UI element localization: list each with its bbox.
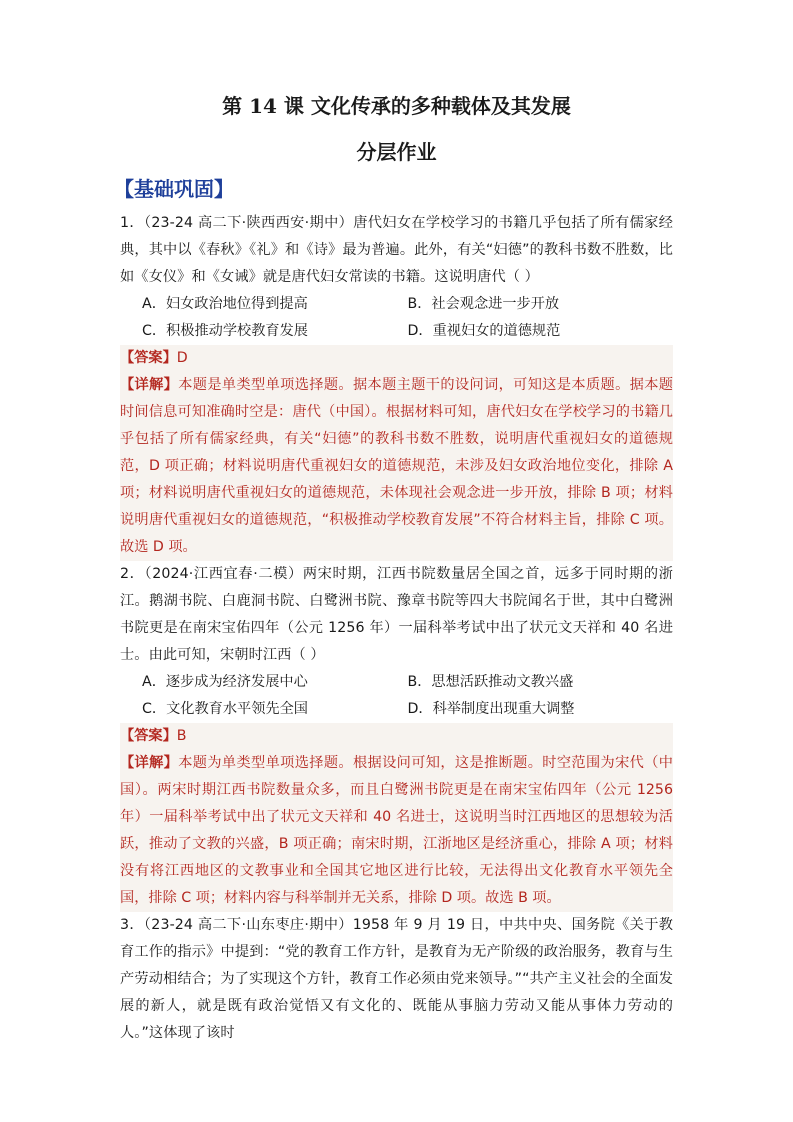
- page-subtitle: 分层作业: [356, 140, 437, 164]
- answer-value: B: [176, 728, 187, 744]
- answer-tag: 【答案】: [120, 350, 177, 366]
- question-2-stem: [120, 561, 673, 669]
- question-1-stem: [120, 210, 673, 291]
- detail-tag: 【详解】: [120, 755, 179, 771]
- question-1-option-b: B．社会观念进一步开放: [407, 296, 560, 312]
- question-1-number: 1．: [120, 215, 144, 231]
- question-1-answer: [120, 345, 673, 372]
- question-3: [120, 912, 673, 1047]
- detail-text: 本题是单类型单项选择题。据本题主题干的设问词，可知这是本质题。据本题时间信息可知准确时空是：唐代（中国）。根据材料可知，唐代妇女在学校学习的书籍几乎包括了所有儒家经典，有关“妇德”的教科书数不胜数，说明唐代重视妇女的道德规范，D 项正确；材料说明唐代重视妇女的道德规范，未涉及妇女政治地位变化，排除 A 项；材料说明唐代重视妇女的道德规范，未体现社会观念进一步开放，排除 B 项；材料说明唐代重视妇女的道德规范，“积极推动学校教育发展”不符合材料主旨，排除 C 项。故选 D 项。: [120, 377, 673, 555]
- question-3-number: 3．: [120, 917, 144, 933]
- question-2-options: [120, 669, 673, 723]
- question-2-option-c: C．文化教育水平领先全国: [142, 701, 308, 717]
- question-1-option-a: A．妇女政治地位得到提高: [142, 296, 308, 312]
- question-2-text: （2024·江西宜春·二模）两宋时期，江西书院数量居全国之首，远多于同时期的浙江。鹅湖书院、白鹿洞书院、白鹭洲书院、豫章书院等四大书院闻名于世，其中白鹭洲书院更是在南宋宝佑四年（公元 1256 年）一届科举考试中出了状元文天祥和 40 名进士。由此可知，宋朝时江西（ ）: [120, 566, 673, 663]
- question-1-detail: [120, 372, 673, 561]
- question-1-options: [120, 291, 673, 345]
- question-2-detail: [120, 750, 673, 912]
- question-2-number: 2．: [120, 566, 145, 582]
- detail-tag: 【详解】: [120, 377, 179, 393]
- section-heading: 【基础巩固】: [114, 177, 234, 201]
- question-2-option-b: B．思想活跃推动文教兴盛: [407, 674, 574, 690]
- question-2-option-a: A．逐步成为经济发展中心: [142, 674, 308, 690]
- page-title: 第 14 课 文化传承的多种载体及其发展: [222, 94, 571, 118]
- question-1: [120, 210, 673, 561]
- question-1-option-c: C．积极推动学校教育发展: [142, 323, 308, 339]
- question-3-stem: [120, 912, 673, 1047]
- question-2-answer: [120, 723, 673, 750]
- question-1-option-d: D．重视妇女的道德规范: [407, 323, 561, 339]
- detail-text: 本题为单类型单项选择题。根据设问可知，这是推断题。时空范围为宋代（中国）。两宋时期江西书院数量众多，而且白鹭洲书院更是在南宋宝佑四年（公元 1256 年）一届科举考试中出了状元文天祥和 40 名进士，这说明当时江西地区的思想较为活跃，推动了文教的兴盛，B 项正确；南宋时期，江浙地区是经济重心，排除 A 项；材料没有将江西地区的文教事业和全国其它地区进行比较，无法得出文化教育水平领先全国，排除 C 项；材料内容与科举制并无关系，排除 D 项。故选 B 项。: [120, 755, 673, 906]
- answer-value: D: [176, 350, 188, 366]
- question-1-text: （23-24 高二下·陕西西安·期中）唐代妇女在学校学习的书籍几乎包括了所有儒家经典，其中以《春秋》《礼》和《诗》最为普遍。此外，有关“妇德”的教科书数不胜数，比如《女仪》和《女诫》就是唐代妇女常读的书籍。这说明唐代（ ）: [120, 215, 673, 285]
- answer-tag: 【答案】: [120, 728, 177, 744]
- question-3-text: （23-24 高二下·山东枣庄·期中）1958 年 9 月 19 日，中共中央、国务院《关于教育工作的指示》中提到：“党的教育工作方针，是教育为无产阶级的政治服务，教育与生产劳动相结合；为了实现这个方针，教育工作必须由党来领导。”“共产主义社会的全面发展的新人，就是既有政治觉悟又有文化的、既能从事脑力劳动又能从事体力劳动的人。”这体现了该时: [120, 917, 673, 1041]
- question-2-option-d: D．科举制度出现重大调整: [407, 701, 575, 717]
- question-2: [120, 561, 673, 912]
